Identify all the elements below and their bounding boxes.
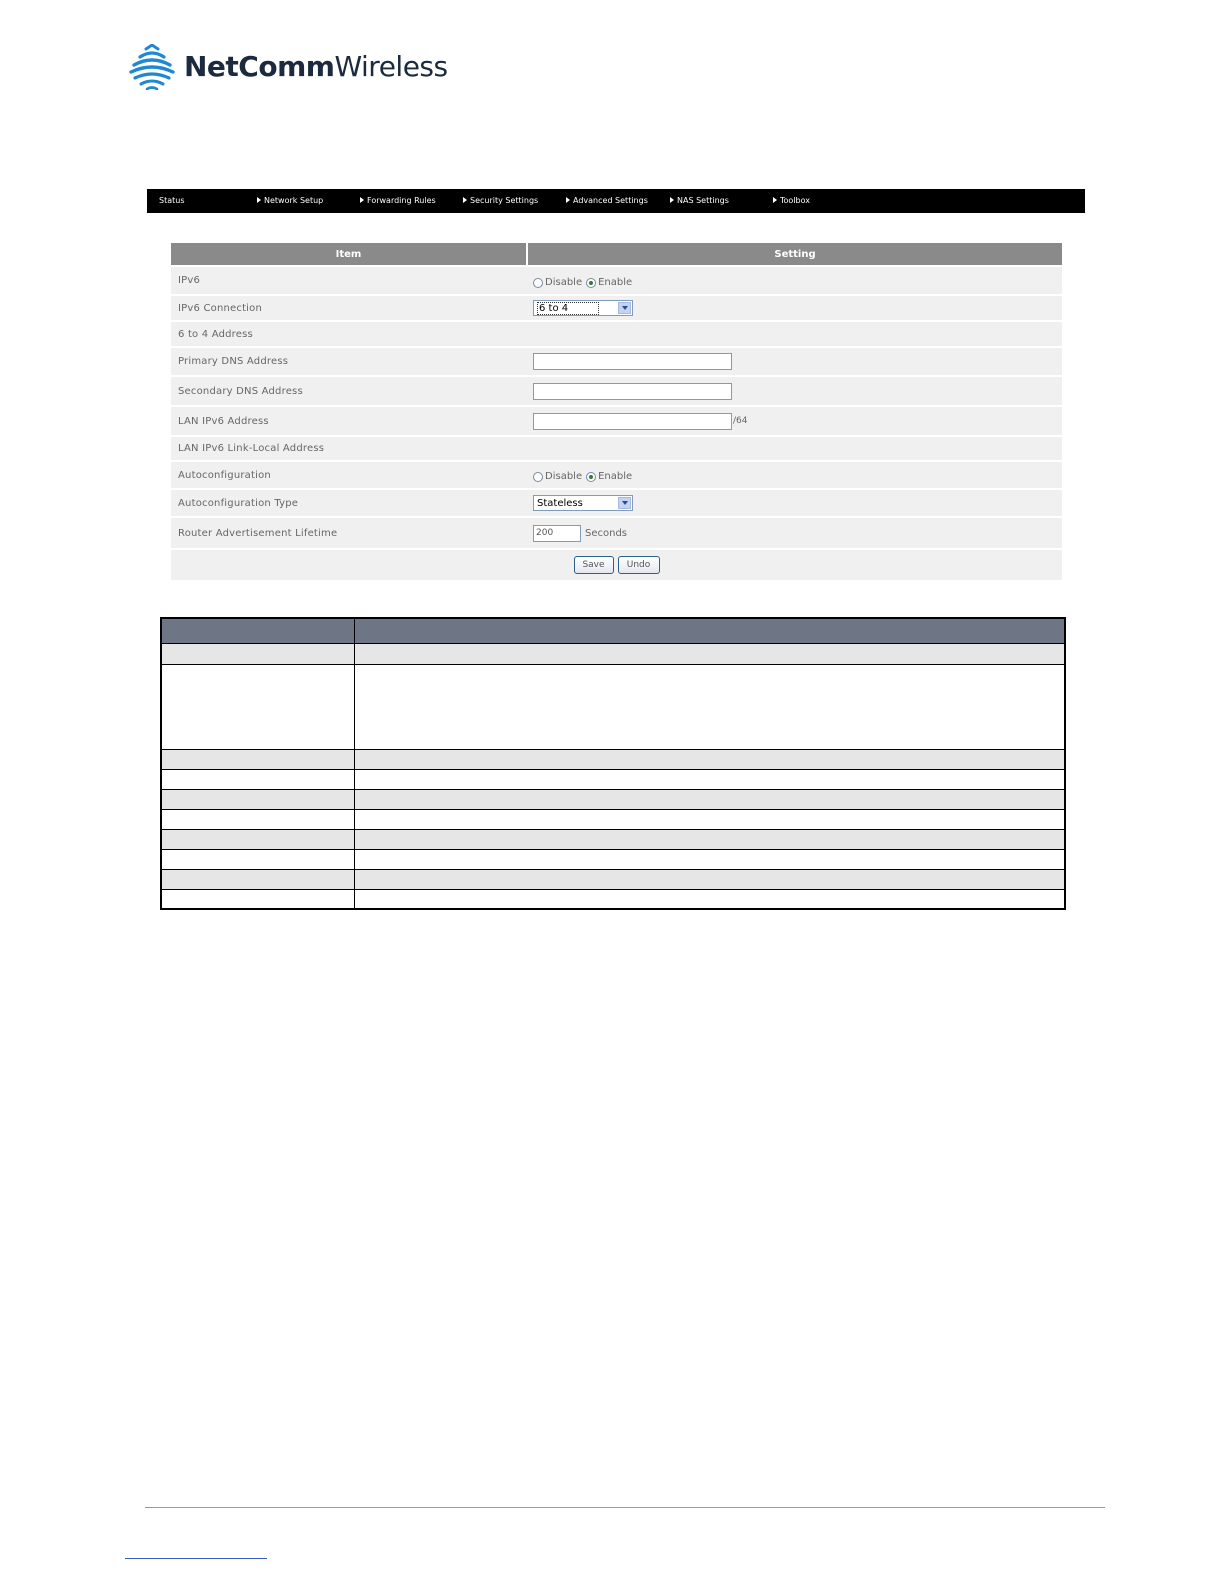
arrow-right-icon [463, 197, 467, 203]
row-ra-lifetime [171, 518, 1062, 548]
row-lan-ipv6-address [171, 407, 1062, 435]
main-nav-bar [147, 189, 1085, 213]
autoconfiguration-type-value: Stateless [537, 497, 583, 509]
nav-item-label: Security Settings [470, 196, 539, 205]
row-secondary-dns [171, 377, 1062, 405]
wireless-waves-icon [128, 44, 176, 90]
ipv6-connection-value: 6 to 4 [537, 302, 599, 315]
chevron-down-icon [618, 302, 631, 314]
link-local-address-label: LAN IPv6 Link-Local Address [178, 443, 325, 454]
row-ipv6-connection [171, 296, 1062, 320]
lan-ipv6-address-input[interactable] [533, 413, 732, 430]
nav-item-toolbox[interactable] [773, 196, 810, 205]
header-item: Item [171, 243, 526, 265]
autoconf-disable-radio[interactable] [533, 472, 543, 482]
nav-item-security-settings[interactable] [463, 196, 538, 205]
ra-lifetime-input[interactable]: 200 [533, 525, 581, 542]
ipv6-connection-label: IPv6 Connection [178, 302, 263, 314]
table-row [162, 830, 1064, 850]
table-row [162, 770, 1064, 790]
autoconf-disable-label: Disable [545, 471, 583, 482]
table-row [162, 665, 1064, 750]
table-row [162, 790, 1064, 810]
autoconf-enable-radio[interactable] [586, 472, 596, 482]
arrow-right-icon [670, 197, 674, 203]
primary-dns-label: Primary DNS Address [178, 356, 289, 367]
ipv6-disable-label: Disable [545, 277, 583, 288]
description-table-header [162, 619, 1064, 644]
row-primary-dns [171, 348, 1062, 375]
nav-item-forwarding-rules[interactable] [360, 196, 436, 205]
description-table [160, 617, 1066, 910]
brand-name-bold: NetComm [184, 50, 335, 83]
brand-name [184, 50, 448, 83]
lan-ipv6-address-label: LAN IPv6 Address [178, 415, 269, 427]
form-header-row [171, 243, 1062, 265]
nav-item-label: Toolbox [780, 196, 810, 205]
table-row [162, 870, 1064, 890]
autoconfiguration-type-label: Autoconfiguration Type [178, 497, 299, 509]
column-divider [354, 619, 355, 908]
form-actions-row [171, 550, 1062, 580]
ra-lifetime-unit: Seconds [585, 527, 628, 539]
nav-item-label: Advanced Settings [573, 196, 648, 205]
table-row [162, 810, 1064, 830]
ra-lifetime-label: Router Advertisement Lifetime [178, 527, 338, 539]
nav-item-label: Network Setup [264, 196, 324, 205]
primary-dns-input[interactable] [533, 353, 732, 370]
row-6to4-address [171, 322, 1062, 346]
nav-item-nas-settings[interactable] [670, 196, 729, 205]
save-button[interactable]: Save [574, 556, 614, 574]
table-row [162, 850, 1064, 870]
nav-item-advanced-settings[interactable] [566, 196, 648, 205]
arrow-right-icon [773, 197, 777, 203]
nav-item-status[interactable] [159, 196, 185, 205]
row-autoconfiguration-type [171, 490, 1062, 516]
row-link-local-address [171, 437, 1062, 460]
secondary-dns-input[interactable] [533, 383, 732, 400]
secondary-dns-label: Secondary DNS Address [178, 385, 303, 397]
arrow-right-icon [257, 197, 261, 203]
header-setting: Setting [528, 243, 1062, 265]
ipv6-settings-form [171, 243, 1062, 580]
footer-link-underline[interactable] [125, 1558, 267, 1559]
autoconfiguration-label: Autoconfiguration [178, 469, 271, 481]
chevron-down-icon [618, 497, 631, 509]
arrow-right-icon [360, 197, 364, 203]
table-row [162, 890, 1064, 908]
table-row [162, 644, 1064, 665]
prefix-length-suffix: /64 [733, 416, 748, 426]
table-row [162, 750, 1064, 770]
nav-item-label: Status [159, 196, 185, 205]
netcomm-logo [128, 42, 448, 92]
arrow-right-icon [566, 197, 570, 203]
six-to-four-address-label: 6 to 4 Address [178, 328, 253, 340]
nav-item-label: NAS Settings [677, 196, 729, 205]
row-ipv6 [171, 267, 1062, 294]
autoconf-enable-label: Enable [598, 471, 633, 482]
undo-button[interactable]: Undo [618, 556, 660, 574]
footer-divider [145, 1507, 1105, 1508]
ipv6-connection-select[interactable] [533, 300, 633, 316]
ipv6-label: IPv6 [178, 275, 201, 286]
nav-item-label: Forwarding Rules [367, 196, 436, 205]
ipv6-disable-radio[interactable] [533, 278, 543, 288]
brand-name-light: Wireless [334, 50, 448, 83]
nav-item-network-setup[interactable] [257, 196, 323, 205]
ipv6-enable-radio[interactable] [586, 278, 596, 288]
autoconfiguration-type-select[interactable] [533, 495, 633, 511]
ipv6-enable-label: Enable [598, 277, 633, 288]
row-autoconfiguration [171, 462, 1062, 488]
